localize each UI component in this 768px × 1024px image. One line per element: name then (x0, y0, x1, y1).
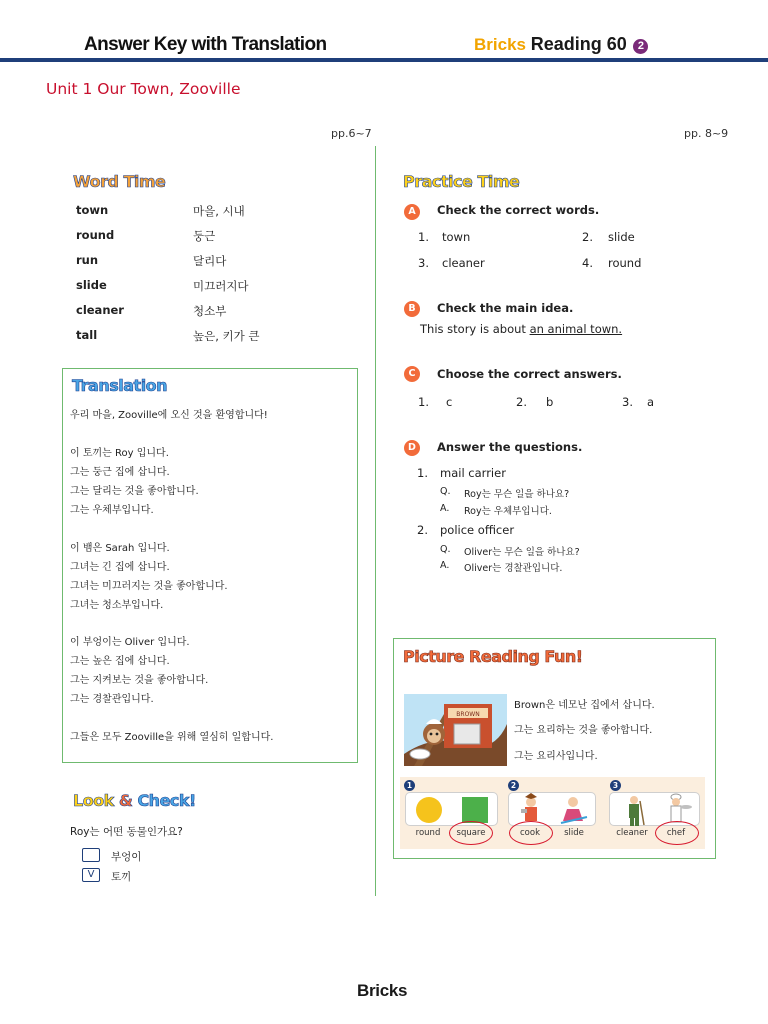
answer-text: police officer (440, 523, 515, 537)
q-label: Q. (440, 486, 451, 497)
section-b-badge: B (404, 301, 420, 317)
main-idea-answer (420, 322, 622, 336)
level-badge: 2 (633, 39, 648, 54)
footer-logo: Bricks (357, 981, 408, 1000)
translation-line: 그녀는 긴 집에 삽니다. (70, 562, 170, 573)
answer-number: 3. (622, 395, 633, 409)
word-ko: 청소부 (193, 304, 227, 318)
option-label: 토끼 (111, 871, 132, 883)
choice-card (609, 792, 700, 826)
group-number: 1 (404, 780, 415, 791)
a-label: A. (440, 503, 450, 514)
answer-circle (655, 821, 699, 845)
section-d-badge: D (404, 440, 420, 456)
answer-text: c (446, 395, 453, 409)
choice-word: slide (564, 828, 584, 838)
word-ko: 마을, 시내 (193, 204, 245, 218)
page-range-right: pp. 8~9 (684, 127, 729, 140)
main-idea-underlined: an animal town. (529, 322, 623, 336)
word-ko: 미끄러지다 (193, 279, 249, 293)
picture-reading-line: 그는 요리사입니다. (514, 751, 598, 762)
translation-line: 그는 우체부입니다. (70, 505, 154, 516)
section-c-badge: C (404, 366, 420, 382)
ampersand: & (118, 791, 133, 810)
square-house-picture (404, 694, 507, 766)
translation-line: 그는 높은 집에 삽니다. (70, 656, 170, 667)
word-time-title: Word Time (73, 172, 166, 191)
answer-text: slide (608, 230, 635, 244)
picture-reading-title: Picture Reading Fun! (403, 647, 583, 666)
series-brand (474, 34, 648, 55)
answer-text: b (546, 395, 554, 409)
question-text: Oliver는 무슨 일을 하나요? (464, 547, 580, 558)
section-a-badge: A (404, 204, 420, 220)
answer-number: 2. (417, 523, 428, 537)
picture-reading-line: 그는 요리하는 것을 좋아합니다. (514, 725, 653, 736)
option-checkbox[interactable] (82, 848, 100, 862)
shape-icons (406, 793, 499, 827)
translation-line: 그녀는 청소부입니다. (70, 600, 164, 611)
column-divider (375, 146, 376, 896)
answer-circle (509, 821, 553, 845)
word-ko: 달리다 (193, 254, 227, 268)
answer-number: 2. (582, 230, 593, 244)
answer-number: 4. (582, 256, 593, 270)
answer-number: 1. (418, 395, 429, 409)
word-ko: 높은, 키가 큰 (193, 329, 260, 343)
group-number: 2 (508, 780, 519, 791)
check-word: Check! (137, 791, 196, 810)
page-range-left: pp.6~7 (331, 127, 372, 140)
word-ko: 둥근 (193, 229, 216, 243)
practice-time-title: Practice Time (403, 172, 520, 191)
answer-text: cleaner (442, 256, 485, 270)
answer-text: round (608, 256, 642, 270)
answer-sentence: Roy는 우체부입니다. (464, 506, 552, 517)
word-en: town (76, 203, 109, 217)
word-en: round (76, 228, 115, 242)
header-rule (0, 58, 768, 62)
option-checkbox-checked[interactable]: V (82, 868, 100, 882)
choice-word: cleaner (616, 828, 648, 838)
answer-number: 1. (418, 230, 429, 244)
word-en: run (76, 253, 99, 267)
choice-card (508, 792, 596, 826)
group-number: 3 (610, 780, 621, 791)
answer-text: town (442, 230, 471, 244)
word-en: slide (76, 278, 107, 292)
answer-sentence: Oliver는 경찰관입니다. (464, 563, 563, 574)
section-d-title: Answer the questions. (437, 440, 583, 454)
main-idea-prefix: This story is about (420, 322, 526, 336)
answer-text: a (647, 395, 655, 409)
answer-key-title: Answer Key with Translation (84, 34, 327, 55)
section-a-title: Check the correct words. (437, 203, 600, 217)
answer-number: 3. (418, 256, 429, 270)
translation-title: Translation (72, 376, 168, 395)
unit-title: Unit 1 Our Town, Zooville (46, 80, 241, 98)
picture-reading-line: Brown은 네모난 집에서 삽니다. (514, 700, 655, 711)
section-b-title: Check the main idea. (437, 301, 574, 315)
choice-word-correct: chef (666, 828, 686, 838)
answer-number: 1. (417, 466, 428, 480)
answer-circle (449, 821, 493, 845)
translation-line: 우리 마을, Zooville에 오신 것을 환영합니다! (70, 410, 268, 421)
translation-line: 이 토끼는 Roy 입니다. (70, 448, 169, 459)
a-label: A. (440, 560, 450, 571)
question-text: Roy는 무슨 일을 하나요? (464, 489, 570, 500)
section-c-title: Choose the correct answers. (437, 367, 622, 381)
word-en: cleaner (76, 303, 124, 317)
translation-line: 이 뱀은 Sarah 입니다. (70, 543, 170, 554)
page-header (0, 0, 768, 62)
translation-line: 그는 둥근 집에 삽니다. (70, 467, 170, 478)
brand-prefix: Bricks (474, 35, 526, 54)
answer-number: 2. (516, 395, 527, 409)
translation-line: 그는 지켜보는 것을 좋아합니다. (70, 675, 209, 686)
choice-card (405, 792, 498, 826)
translation-line: 그들은 모두 Zooville을 위해 열심히 일합니다. (70, 732, 274, 743)
look-check-title (73, 791, 196, 810)
look-check-question: Roy는 어떤 동물인가요? (70, 826, 183, 838)
house-sign: BROWN (456, 711, 480, 718)
translation-line: 그는 달리는 것을 좋아합니다. (70, 486, 199, 497)
word-en: tall (76, 328, 98, 342)
choice-word-correct: square (456, 828, 486, 838)
brand-name: Reading 60 (530, 34, 627, 54)
choice-word-correct: cook (520, 828, 540, 838)
look-word: Look (73, 791, 114, 810)
translation-line: 그는 경찰관입니다. (70, 694, 154, 705)
option-label: 부엉이 (111, 851, 142, 863)
translation-line: 그녀는 미끄러지는 것을 좋아합니다. (70, 581, 228, 592)
answer-text: mail carrier (440, 466, 506, 480)
translation-line: 이 부엉이는 Oliver 입니다. (70, 637, 190, 648)
choice-word: round (415, 828, 441, 838)
q-label: Q. (440, 544, 451, 555)
monkey-chef-illustration (404, 694, 507, 766)
